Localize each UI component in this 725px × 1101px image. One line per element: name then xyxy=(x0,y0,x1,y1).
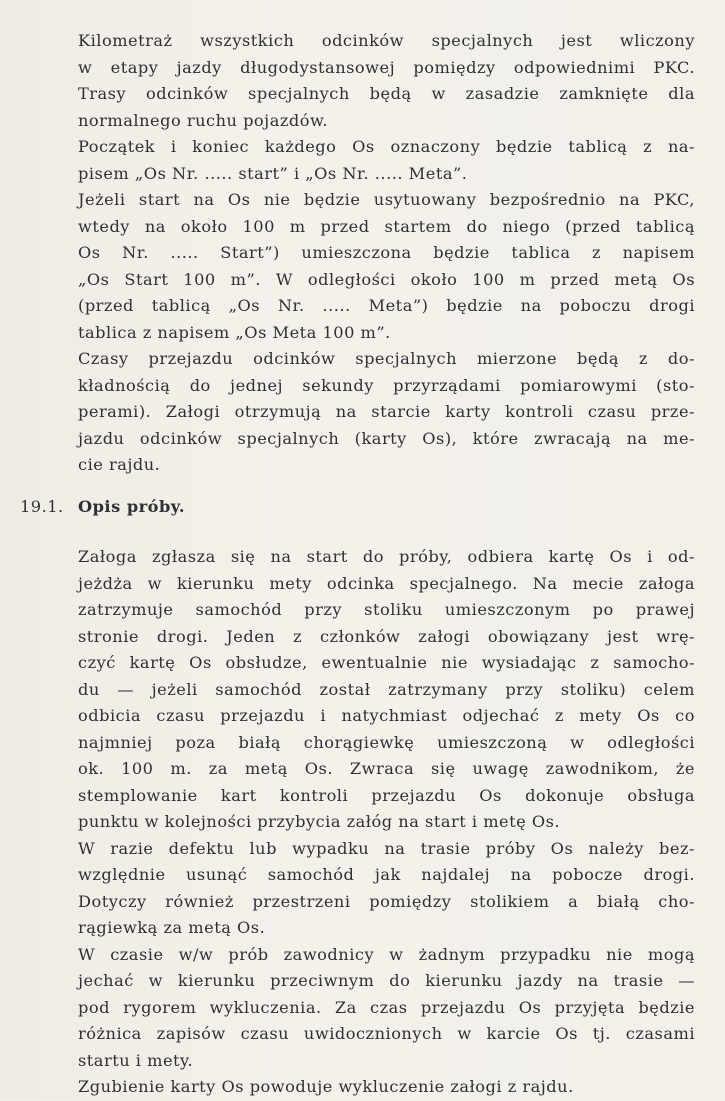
text-line: pisem „Os Nr. ..... start” i „Os Nr. ..... Meta”. xyxy=(78,163,468,183)
text-line: jeżdża w kierunku mety odcinka specjalnego. Na mecie załoga xyxy=(78,573,695,593)
text-line: tablica z napisem „Os Meta 100 m”. xyxy=(78,322,391,342)
section-number: 19.1. xyxy=(20,497,64,516)
paragraph-block-1 xyxy=(78,28,695,479)
text-line: rągiewką za metą Os. xyxy=(78,918,266,937)
text-line: względnie usunąć samochód jak najdalej na pobocze drogi. xyxy=(78,865,695,884)
text-line: perami). Załogi otrzymują na starcie karty kontroli czasu prze- xyxy=(78,402,695,421)
text-line: różnica zapisów czasu uwidocznionych w karcie Os tj. czasami xyxy=(78,1024,695,1043)
text-line: stronie drogi. Jeden z członków załogi obowiązany jest wrę- xyxy=(78,626,695,646)
text-line: startu i mety. xyxy=(78,1050,194,1070)
text-line: wtedy na około 100 m przed startem do niego (przed tablicą xyxy=(78,216,695,236)
text-line: punktu w kolejności przybycia załóg na start i metę Os. xyxy=(78,812,561,831)
text-line: stemplowanie kart kontroli przejazdu Os dokonuje obsługa xyxy=(78,785,695,805)
text-line: Dotyczy również przestrzeni pomiędzy stolikiem a białą cho- xyxy=(78,891,695,911)
text-line: najmniej poza białą chorągiewkę umieszczoną w odległości xyxy=(78,732,695,752)
text-line: Kilometraż wszystkich odcinków specjalnych jest wliczony xyxy=(78,31,695,50)
text-line: Zgubienie karty Os powoduje wykluczenie załogi z rajdu. xyxy=(78,1077,574,1096)
text-line: du — jeżeli samochód został zatrzymany przy stoliku) celem xyxy=(78,679,695,699)
text-line: ok. 100 m. za metą Os. Zwraca się uwagę zawodnikom, że xyxy=(78,759,695,778)
section-title: Opis próby. xyxy=(78,497,185,516)
text-line: normalnego ruchu pojazdów. xyxy=(78,110,329,130)
text-line: „Os Start 100 m”. W odległości około 100 m przed metą Os xyxy=(78,269,695,289)
text-line: kładnością do jednej sekundy przyrządami pomiarowymi (sto- xyxy=(78,375,695,395)
text-line: Os Nr. ..... Start”) umieszczona będzie tablica z napisem xyxy=(78,243,695,262)
text-line: Jeżeli start na Os nie będzie usytuowany bezpośrednio na PKC, xyxy=(78,190,695,209)
text-line: W razie defektu lub wypadku na trasie próby Os należy bez- xyxy=(78,838,695,858)
text-line: jechać w kierunku przeciwnym do kierunku jazdy na trasie — xyxy=(78,971,695,990)
text-line: Czasy przejazdu odcinków specjalnych mierzone będą z do- xyxy=(78,349,695,368)
text-line: odbicia czasu przejazdu i natychmiast odjechać z mety Os co xyxy=(78,706,695,725)
text-line: Trasy odcinków specjalnych będą w zasadzie zamknięte dla xyxy=(78,84,695,103)
text-line: jazdu odcinków specjalnych (karty Os), które zwracają na me- xyxy=(78,428,695,448)
text-line: cie rajdu. xyxy=(78,455,161,474)
text-line: Początek i koniec każdego Os oznaczony będzie tablicą z na- xyxy=(78,137,695,156)
text-line: w etapy jazdy długodystansowej pomiędzy odpowiednimi PKC. xyxy=(78,57,695,77)
text-line: Załoga zgłasza się na start do próby, odbiera kartę Os i od- xyxy=(78,547,695,566)
text-line: W czasie w/w prób zawodnicy w żadnym przypadku nie mogą xyxy=(78,944,695,964)
text-line: (przed tablicą „Os Nr. ..... Meta”) będzie na poboczu drogi xyxy=(78,296,695,315)
text-line: zatrzymuje samochód przy stoliku umieszczonym po prawej xyxy=(78,600,695,619)
text-line: czyć kartę Os obsłudze, ewentualnie nie wysiadając z samocho- xyxy=(78,653,695,672)
section-heading xyxy=(20,494,185,520)
paragraph-block-2 xyxy=(78,544,695,1101)
text-line: pod rygorem wykluczenia. Za czas przejazdu Os przyjęta będzie xyxy=(78,997,695,1017)
